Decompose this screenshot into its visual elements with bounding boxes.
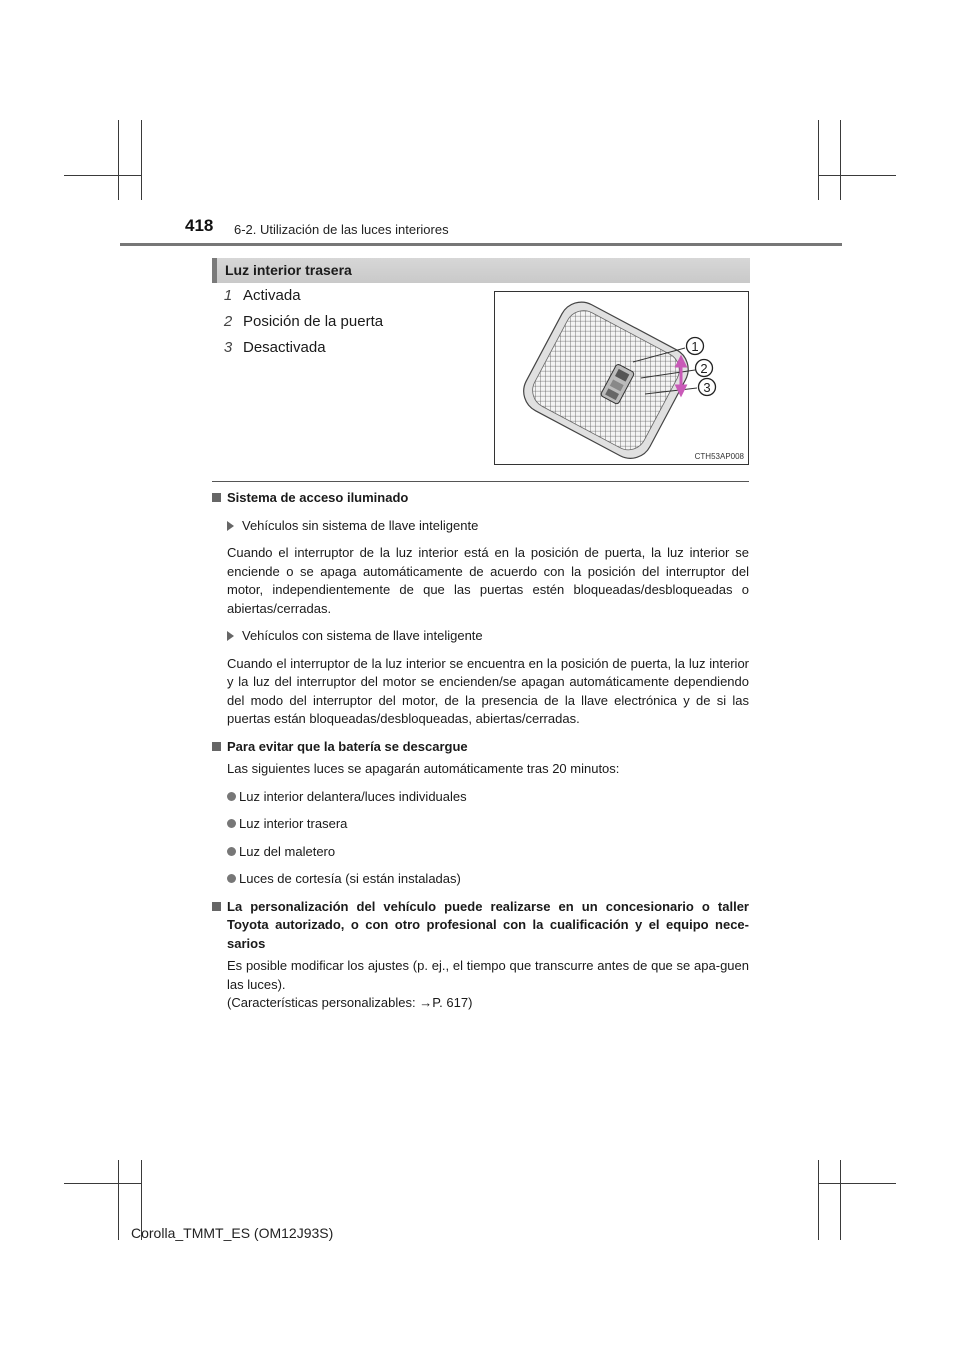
list-item: Luz interior trasera xyxy=(212,815,749,834)
paragraph: Es posible modificar los ajustes (p. ej., el tiempo que transcurre antes de que se apa-guen las luces). (Características personalizables: →P. 617) xyxy=(227,958,749,1010)
crop-mark xyxy=(64,1183,141,1184)
list-item: Luz interior delantera/luces individuales xyxy=(212,788,749,807)
crop-mark xyxy=(118,120,119,200)
section-heading-title: Luz interior trasera xyxy=(225,262,352,278)
vehicle-condition-note: Vehículos sin sistema de llave inteligente xyxy=(212,517,749,536)
paragraph: Cuando el interruptor de la luz interior está en la posición de puerta, la luz interior se enciende o se apaga automáticamente de acuerdo con la posición del interruptor del motor, independientemente de que las puertas estén bloqueadas/desbloqueadas o abiertas/cerradas. xyxy=(227,545,749,616)
paragraph: Cuando el interruptor de la luz interior se encuentra en la posición de puerta, la luz interior y la luz del interruptor del motor se encienden/se apagan automáticamente dependiendo del modo del interruptor del motor, de la presencia de la llave electrónica y de si las puertas están bloqueadas/desbloqueadas, abiertas/cerradas. xyxy=(227,655,749,726)
illuminated-entry-heading: Sistema de acceso iluminado xyxy=(212,489,749,508)
position-label: Activada xyxy=(243,287,301,304)
header-rule xyxy=(120,243,842,246)
crop-mark xyxy=(840,1160,841,1240)
figure-code: CTH53AP008 xyxy=(694,452,744,461)
crop-mark xyxy=(818,175,896,176)
crop-mark xyxy=(141,120,142,200)
vehicle-condition-note: Vehículos con sistema de llave inteligente xyxy=(212,627,749,646)
round-bullet-icon xyxy=(227,847,236,856)
battery-saver-heading: Para evitar que la batería se descargue xyxy=(212,738,749,757)
footer-doc-id: Corolla_TMMT_ES (OM12J93S) xyxy=(131,1225,334,1241)
rear-interior-light-illustration xyxy=(495,292,748,464)
content-rule xyxy=(212,481,749,482)
content-body xyxy=(212,489,749,1013)
position-number: 2 xyxy=(223,313,233,330)
crop-mark xyxy=(818,1183,896,1184)
section-heading-mark xyxy=(212,258,217,283)
cross-reference: (Características personalizables: →P. 617) xyxy=(227,995,473,1010)
position-number: 1 xyxy=(223,287,233,304)
list-item: Luces de cortesía (si están instaladas) xyxy=(212,870,749,889)
crop-mark xyxy=(840,120,841,200)
square-bullet-icon xyxy=(212,902,221,911)
crop-mark xyxy=(64,175,141,176)
triangle-bullet-icon xyxy=(227,521,234,531)
position-label: Posición de la puerta xyxy=(243,313,384,330)
list-item: Luz del maletero xyxy=(212,843,749,862)
figure-callout: 1 xyxy=(691,339,699,354)
page-number: 418 xyxy=(185,216,214,235)
paragraph: Las siguientes luces se apagarán automáticamente tras 20 minutos: xyxy=(227,761,620,776)
crop-mark xyxy=(818,1160,819,1240)
round-bullet-icon xyxy=(227,819,236,828)
position-number: 3 xyxy=(223,339,233,356)
crop-mark xyxy=(818,120,819,200)
round-bullet-icon xyxy=(227,874,236,883)
crop-mark xyxy=(118,1160,119,1240)
square-bullet-icon xyxy=(212,742,221,751)
figure-callout: 2 xyxy=(700,361,708,376)
rear-light-figure xyxy=(494,291,749,465)
position-label: Desactivada xyxy=(243,339,326,356)
figure-callout: 3 xyxy=(703,380,711,395)
square-bullet-icon xyxy=(212,493,221,502)
round-bullet-icon xyxy=(227,792,236,801)
triangle-bullet-icon xyxy=(227,631,234,641)
customization-heading: La personalización del vehículo puede realizarse en un concesionario o taller Toyota autorizado, o con otro profesional con la cualificación y el equipo nece-sarios xyxy=(212,898,749,954)
section-heading xyxy=(212,258,750,283)
running-header: 6-2. Utilización de las luces interiores xyxy=(234,222,449,237)
